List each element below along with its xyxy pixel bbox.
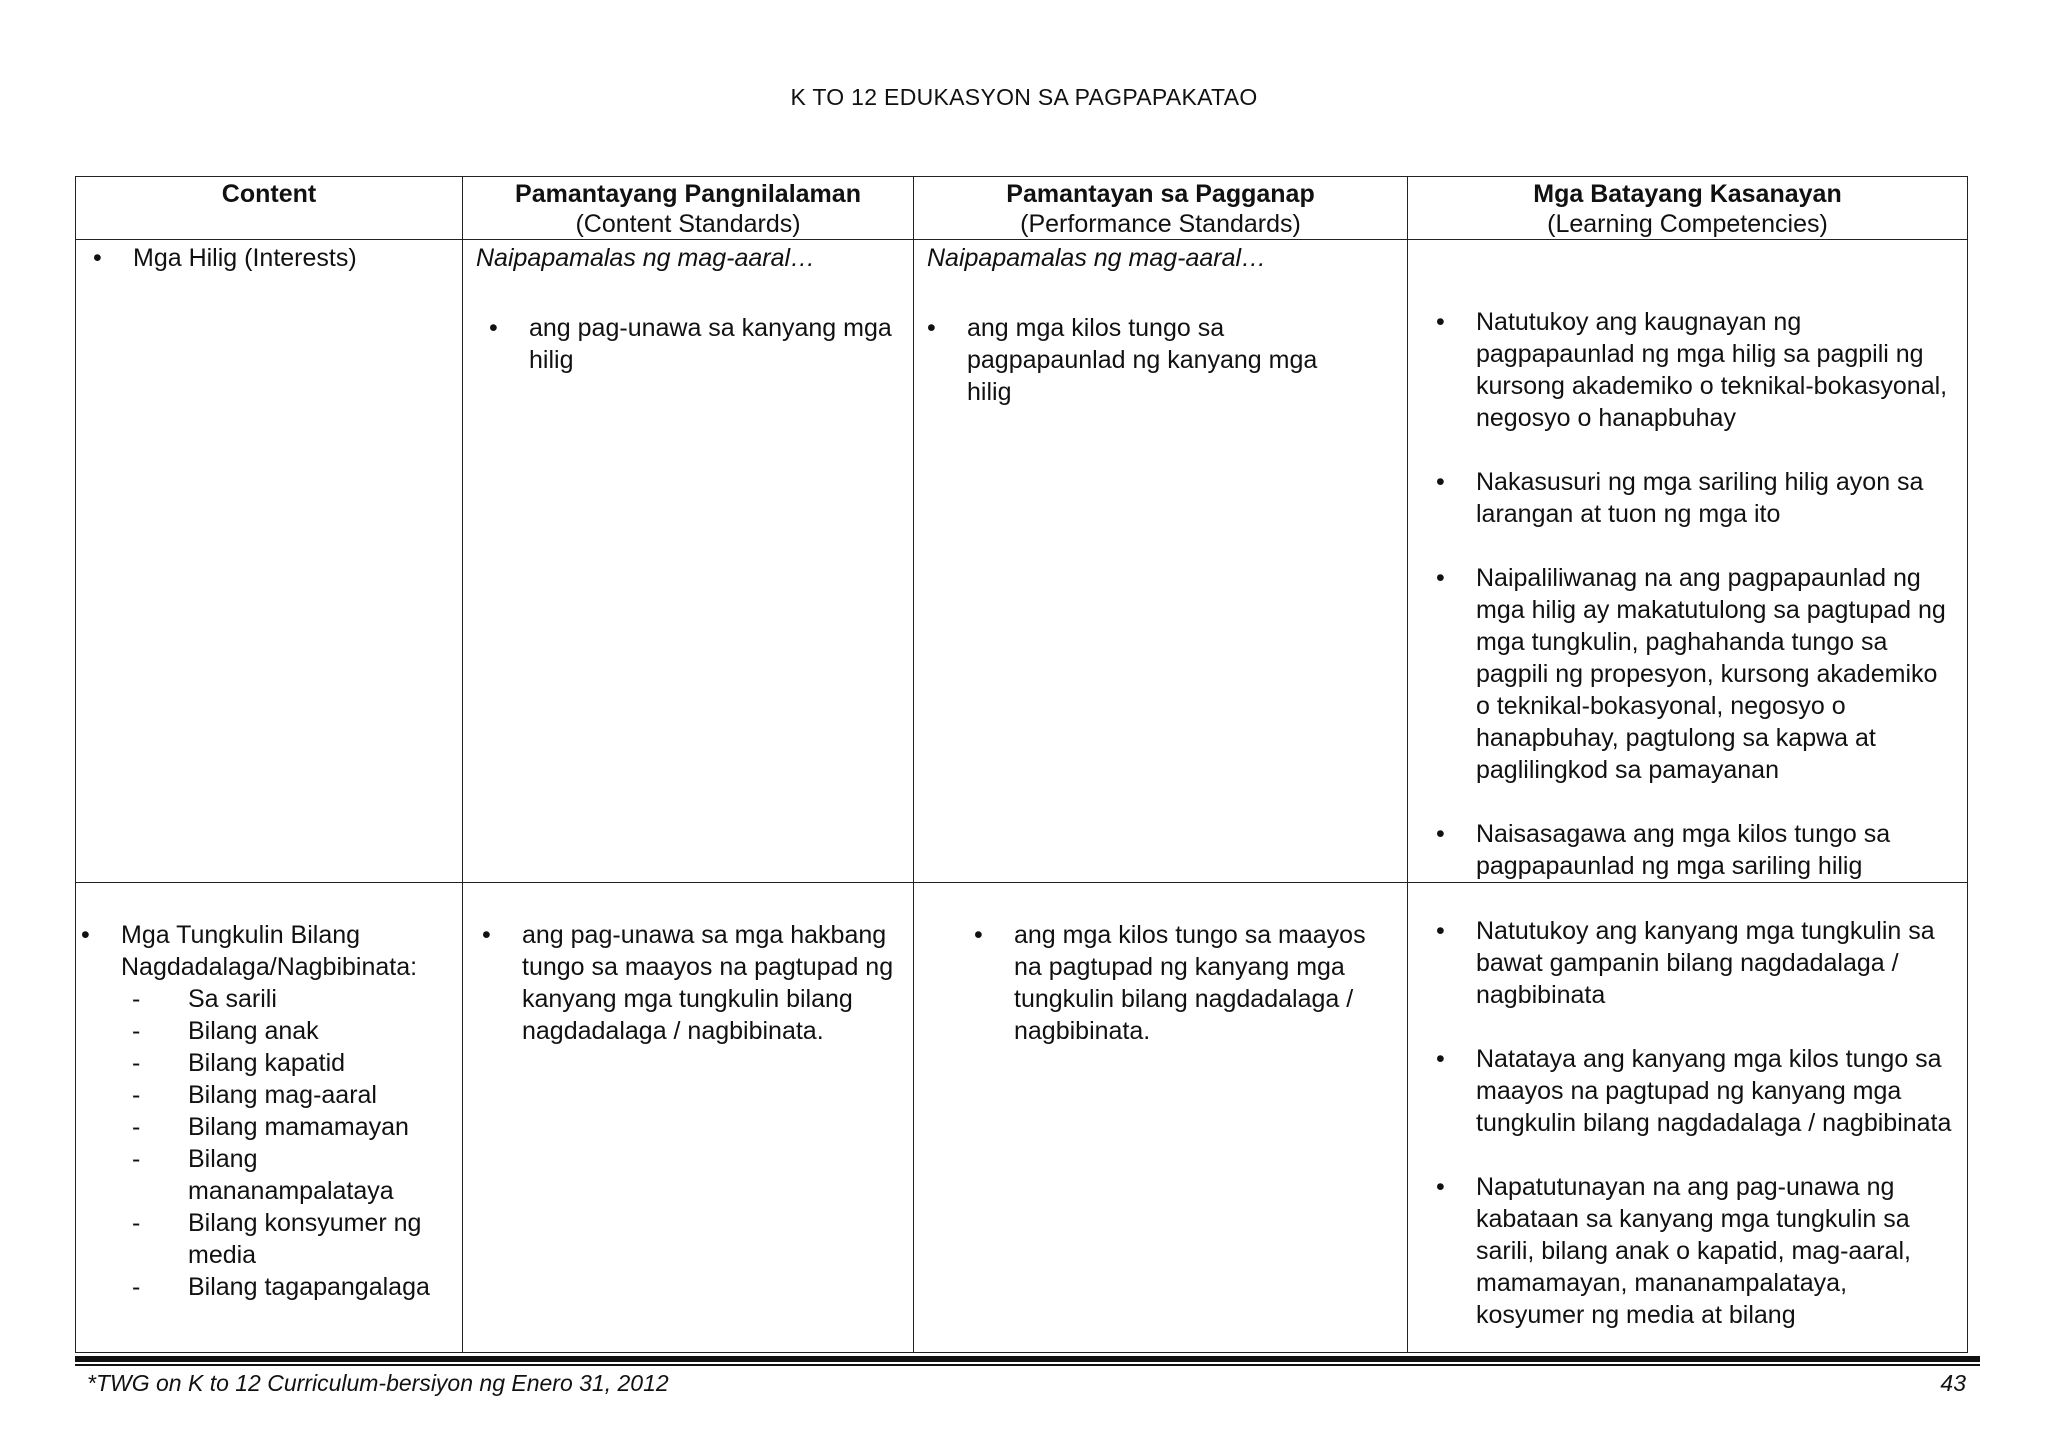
content-subtopic: - Sa sarili [132, 983, 454, 1015]
curriculum-table [75, 176, 1968, 1353]
footer-divider-thin [75, 1364, 1980, 1366]
performance-item: • ang mga kilos tungo sa maayos na pagtupad ng kanyang mga tungkulin bilang nagdadalaga / nagbibinata. [1014, 919, 1395, 1047]
column-header-title: Pamantayang Pangnilalaman [515, 180, 861, 208]
performance-item: • ang mga kilos tungo sa pagpapaunlad ng kanyang mga hilig [967, 312, 1367, 408]
column-header-learning-competencies [1408, 177, 1968, 240]
column-header-content-standards [463, 177, 914, 240]
competencies-cell [1408, 240, 1968, 883]
content-subtopic: - Bilang mamamayan [132, 1111, 454, 1143]
content-subtopic: - Bilang mag-aaral [132, 1079, 454, 1111]
footer-source-note: *TWG on K to 12 Curriculum-bersiyon ng Enero 31, 2012 [87, 1370, 669, 1396]
table-row [76, 883, 1968, 1353]
table-row [76, 240, 1968, 883]
competency-item: • Naisasagawa ang mga kilos tungo sa pagpapaunlad ng mga sariling hilig [1476, 818, 1955, 882]
performance-standards-cell [914, 883, 1408, 1353]
standards-intro: Naipapamalas ng mag-aaral… [476, 244, 816, 272]
competency-item: • Napatutunayan na ang pag-unawa ng kabataan sa kanyang mga tungkulin sa sarili, bilang anak o kapatid, mag-aaral, mamamayan, mananampalataya, kosyumer ng media at bilang [1476, 1171, 1955, 1331]
content-topic: • Mga Hilig (Interests) [133, 242, 462, 274]
column-header-title: Content [221, 180, 317, 208]
column-header-subtitle: (Learning Competencies) [1547, 210, 1828, 238]
column-header-subtitle: (Performance Standards) [1020, 210, 1301, 238]
content-subtopic: - Bilang kapatid [132, 1047, 454, 1079]
content-cell [76, 883, 463, 1353]
standard-item: • ang pag-unawa sa mga hakbang tungo sa maayos na pagtupad ng kanyang mga tungkulin bilang nagdadalaga / nagbibinata. [522, 919, 899, 1047]
table-header-row [76, 177, 1968, 240]
competency-item: • Naipaliliwanag na ang pagpapaunlad ng mga hilig ay makatutulong sa pagtupad ng mga tungkulin, paghahanda tungo sa pagpili ng propesyon, kursong akademiko o teknikal-bokasyonal, negosyo o hanapbuhay, pagtulong sa kapwa at paglilingkod sa pamayanan [1476, 562, 1955, 786]
content-standards-cell [463, 883, 914, 1353]
competencies-cell [1408, 883, 1968, 1353]
content-cell [76, 240, 463, 883]
column-header-content [76, 177, 463, 240]
content-subtopic: - Bilang tagapangalaga [132, 1271, 454, 1303]
column-header-performance-standards [914, 177, 1408, 240]
performance-standards-cell [914, 240, 1408, 883]
footer-divider [75, 1356, 1980, 1362]
competency-item: • Natataya ang kanyang mga kilos tungo sa maayos na pagtupad ng kanyang mga tungkulin bilang nagdadalaga / nagbibinata [1476, 1043, 1955, 1139]
performance-intro: Naipapamalas ng mag-aaral… [927, 244, 1267, 272]
column-header-title: Pamantayan sa Pagganap [1006, 180, 1315, 208]
content-subtopic: - Bilang anak [132, 1015, 454, 1047]
column-header-title: Mga Batayang Kasanayan [1533, 180, 1842, 208]
page-number: 43 [1940, 1370, 1966, 1396]
competency-item: • Natutukoy ang kanyang mga tungkulin sa bawat gampanin bilang nagdadalaga / nagbibinata [1476, 915, 1955, 1011]
content-standards-cell [463, 240, 914, 883]
document-title: K TO 12 EDUKASYON SA PAGPAPAKATAO [790, 84, 1258, 110]
content-subtopic: - Bilang mananampalataya [132, 1143, 454, 1207]
content-subtopic: - Bilang konsyumer ng media [132, 1207, 454, 1271]
competency-item: • Nakasusuri ng mga sariling hilig ayon sa larangan at tuon ng mga ito [1476, 466, 1955, 530]
standard-item: • ang pag-unawa sa kanyang mga hilig [529, 312, 893, 376]
competency-item: • Natutukoy ang kaugnayan ng pagpapaunlad ng mga hilig sa pagpili ng kursong akademiko o teknikal-bokasyonal, negosyo o hanapbuhay [1476, 306, 1955, 434]
content-topic: • Mga Tungkulin Bilang Nagdadalaga/Nagbibinata: [121, 919, 452, 983]
column-header-subtitle: (Content Standards) [575, 210, 801, 238]
